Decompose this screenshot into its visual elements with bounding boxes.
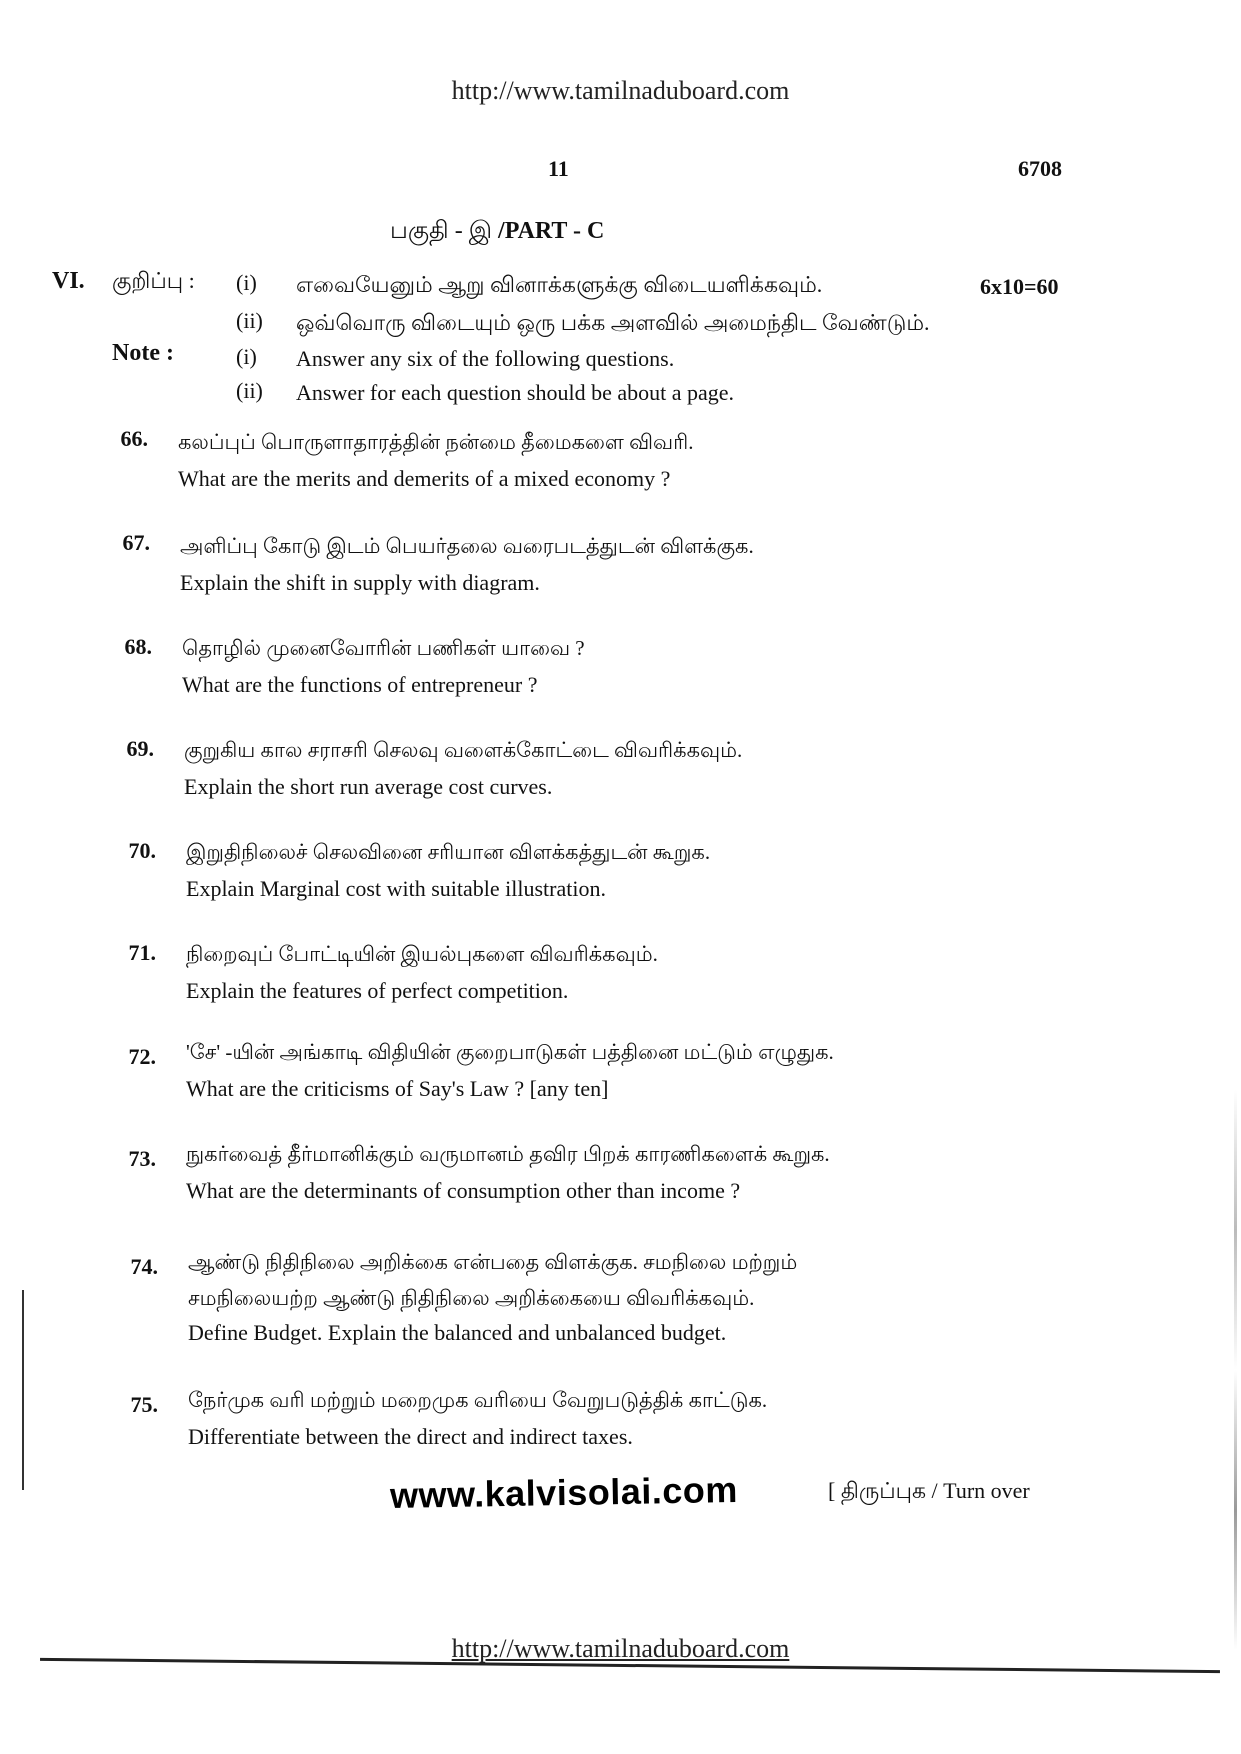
question-number: 75. [130,1392,158,1417]
instruction-text: Answer any six of the following questions. [296,346,675,371]
footer-url: http://www.tamilnaduboard.com [451,1634,790,1663]
instruction-num: (ii) [236,308,263,333]
question-number: 72. [128,1044,156,1069]
note-label-english: Note : [112,340,174,366]
question-english: Explain the short run average cost curves. [184,774,553,799]
question-number: 70. [128,838,156,863]
question-number: 69. [126,736,154,761]
instruction-text: ஒவ்வொரு விடையும் ஒரு பக்க அளவில் அமைந்திட வேண்டும். [296,310,930,335]
instruction-num: (ii) [236,378,263,403]
part-title-english: /PART - C [498,218,605,244]
question-english: What are the merits and demerits of a mixed economy ? [178,466,671,491]
instruction-num: (i) [236,344,257,369]
question-english: Explain the shift in supply with diagram. [180,570,540,595]
question-tamil: நேர்முக வரி மற்றும் மறைமுக வரியை வேறுபடுத்திக் காட்டுக. [188,1388,768,1412]
question-english: Explain Marginal cost with suitable illustration. [186,876,606,901]
turn-over-label: [ திருப்புக / Turn over [828,1478,1030,1503]
margin-scan-mark [22,1290,24,1490]
question-number: 68. [124,634,152,659]
question-tamil: ஆண்டு நிதிநிலை அறிக்கை என்பதை விளக்குக. சமநிலை மற்றும் [188,1250,798,1274]
question-tamil: குறுகிய கால சராசரி செலவு வளைக்கோட்டை விவரிக்கவும். [184,738,743,762]
edge-scan-noise [1234,1090,1237,1650]
question-english: Explain the features of perfect competition. [186,978,569,1003]
question-english: What are the criticisms of Say's Law ? [any ten] [186,1076,609,1101]
section-number: VI. [52,268,85,294]
question-english: Define Budget. Explain the balanced and unbalanced budget. [188,1320,727,1345]
question-tamil: அளிப்பு கோடு இடம் பெயர்தலை வரைபடத்துடன் விளக்குக. [180,534,754,558]
question-number: 66. [120,426,148,451]
question-number: 73. [128,1146,156,1171]
question-tamil-continued: சமநிலையற்ற ஆண்டு நிதிநிலை அறிக்கையை விவரிக்கவும். [188,1286,755,1310]
question-english: What are the determinants of consumption other than income ? [186,1178,741,1203]
question-tamil: நிறைவுப் போட்டியின் இயல்புகளை விவரிக்கவும். [186,942,658,966]
instruction-text: எவையேனும் ஆறு வினாக்களுக்கு விடையளிக்கவும். [296,272,823,297]
marks-scheme: 6x10=60 [980,274,1059,299]
question-tamil: நுகர்வைத் தீர்மானிக்கும் வருமானம் தவிர பிறக் காரணிகளைக் கூறுக. [186,1142,830,1166]
question-tamil: 'சே' -யின் அங்காடி விதியின் குறைபாடுகள் பத்தினை மட்டும் எழுதுக. [186,1040,834,1064]
question-tamil: கலப்புப் பொருளாதாரத்தின் நன்மை தீமைகளை விவரி. [178,430,694,454]
header-url: http://www.tamilnaduboard.com [451,76,790,105]
part-title [390,218,604,247]
kalvisolai-watermark: www.kalvisolai.com [389,1468,739,1517]
question-english: What are the functions of entrepreneur ? [182,672,538,697]
page-number: 11 [548,156,569,181]
question-english: Differentiate between the direct and indirect taxes. [188,1424,633,1449]
paper-code: 6708 [1018,156,1062,181]
note-label-tamil: குறிப்பு : [112,268,195,293]
question-number: 74. [130,1254,158,1279]
instruction-text: Answer for each question should be about a page. [296,380,735,405]
question-tamil: இறுதிநிலைச் செலவினை சரியான விளக்கத்துடன் கூறுக. [186,840,711,864]
question-tamil: தொழில் முனைவோரின் பணிகள் யாவை ? [182,636,585,660]
question-number: 71. [128,940,156,965]
part-title-tamil: பகுதி - இ [390,218,493,244]
question-number: 67. [122,530,150,555]
instruction-num: (i) [236,270,257,295]
